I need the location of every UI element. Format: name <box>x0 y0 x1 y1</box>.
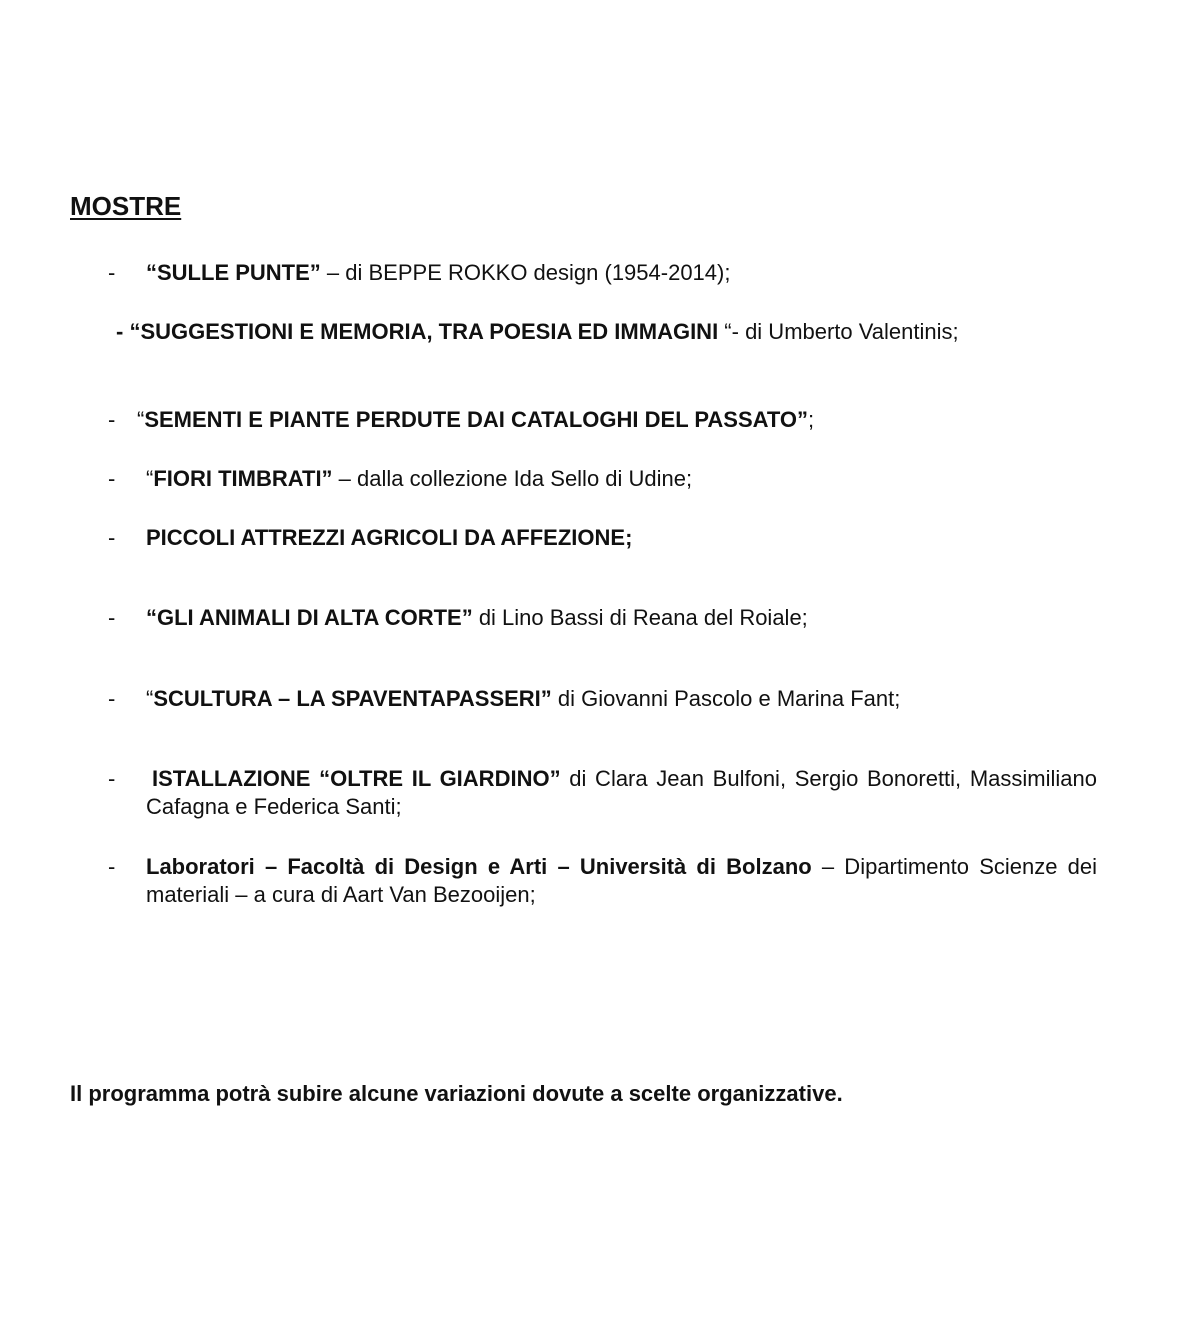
item-text: di Clara Jean Bulfoni, Sergio Bonoretti, Massimiliano Cafagna e Federica Santi; <box>146 766 1097 819</box>
list-item <box>146 465 1097 493</box>
list-bullet: - <box>108 407 116 432</box>
list-item <box>146 853 1097 909</box>
list-item <box>116 318 1097 346</box>
list-bullet: - <box>108 525 116 550</box>
item-open-quote: “ <box>137 407 145 432</box>
list-item <box>146 604 1097 632</box>
item-title: Laboratori – Facoltà di Design e Arti – Università di Bolzano <box>146 854 812 879</box>
list-bullet: - <box>108 260 116 285</box>
item-title: FIORI TIMBRATI” <box>153 466 333 491</box>
list-item <box>146 524 1097 552</box>
list-bullet: - <box>108 466 116 491</box>
list-item <box>146 259 1097 287</box>
item-text: – dalla collezione Ida Sello di Udine; <box>332 466 693 491</box>
item-title: “GLI ANIMALI DI ALTA CORTE” <box>146 605 473 630</box>
item-text: ; <box>808 407 815 432</box>
list-bullet: - <box>108 766 116 791</box>
item-title: SEMENTI E PIANTE PERDUTE DAI CATALOGHI DEL PASSATO” <box>144 407 809 432</box>
item-text: – di BEPPE ROKKO design (1954-2014); <box>320 260 731 285</box>
item-text: “- di Umberto Valentinis; <box>718 319 959 344</box>
section-heading: MOSTRE <box>70 191 182 221</box>
list-item <box>137 406 1088 434</box>
list-bullet: - <box>108 686 116 711</box>
item-open-quote: “ <box>146 466 154 491</box>
item-text: di Giovanni Pascolo e Marina Fant; <box>551 686 901 711</box>
item-title: - “SUGGESTIONI E MEMORIA, TRA POESIA ED IMMAGINI <box>116 319 719 344</box>
item-text: – Dipartimento Scienze dei materiali – a cura di Aart Van Bezooijen; <box>146 854 1097 907</box>
item-title: ISTALLAZIONE “OLTRE IL GIARDINO” <box>152 766 561 791</box>
item-title: PICCOLI ATTREZZI AGRICOLI DA AFFEZIONE; <box>146 525 633 550</box>
list-item <box>146 685 1097 713</box>
item-title: “SULLE PUNTE” <box>146 260 321 285</box>
item-text: di Lino Bassi di Reana del Roiale; <box>472 605 808 630</box>
list-bullet: - <box>108 854 116 879</box>
item-title: SCULTURA – LA SPAVENTAPASSERI” <box>153 686 552 711</box>
item-open-quote: “ <box>146 686 154 711</box>
list-item <box>146 765 1097 821</box>
program-note: Il programma potrà subire alcune variazioni dovute a scelte organizzative. <box>70 1081 843 1106</box>
list-bullet: - <box>108 605 116 630</box>
